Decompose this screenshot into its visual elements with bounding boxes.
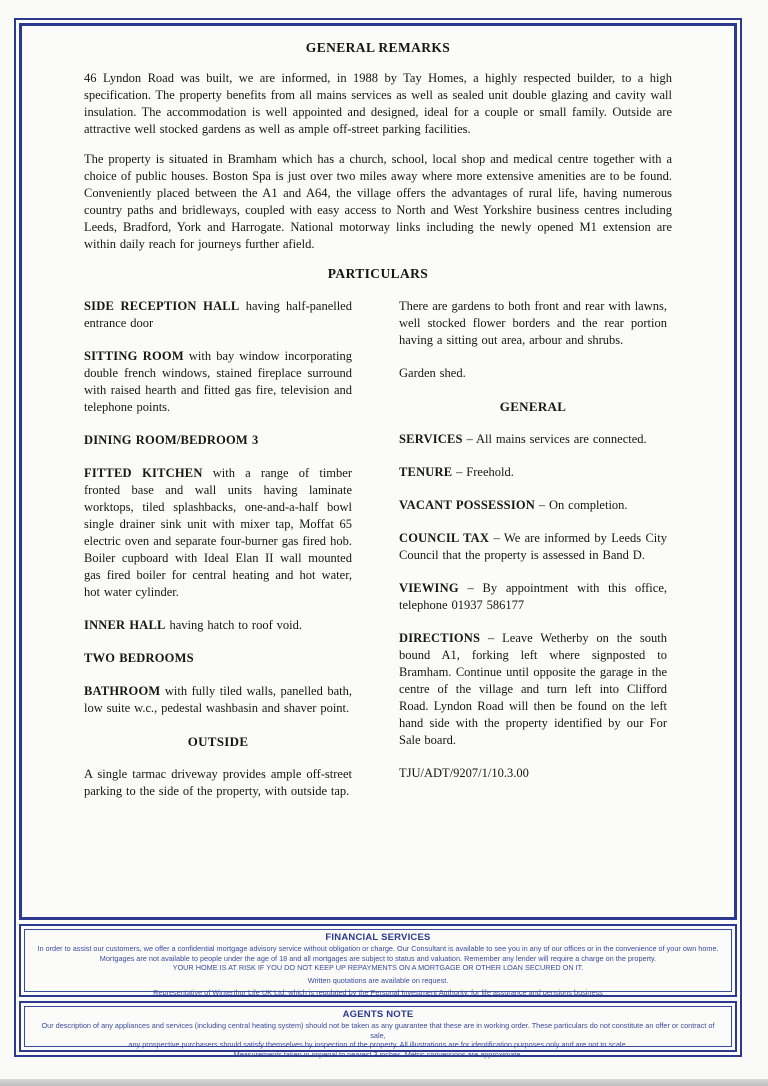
particulars-item: SERVICES – All mains services are connected.	[399, 432, 647, 446]
particulars-item: SITTING ROOM with bay window incorporating double french windows, stained fireplace surround with raised hearth and fitted gas fire, television and telephone points.	[84, 349, 352, 414]
column-paragraph: Garden shed.	[399, 366, 466, 380]
particulars-item: VACANT POSSESSION – On completion.	[399, 498, 628, 512]
particulars-columns	[84, 298, 672, 816]
particulars-item-term: DIRECTIONS	[399, 631, 481, 645]
financial-services-title: FINANCIAL SERVICES	[325, 932, 431, 943]
page-border-frame	[14, 18, 742, 1057]
notice-line: Representative of Winterthur Life UK Ltd, which is regulated by the Personal Investment Authority, for life assurance and pensions business	[153, 988, 603, 998]
remarks-paragraph-2: The property is situated in Bramham which has a church, school, local shop and medical centre together with a choice of public houses. Boston Spa is just over two miles away where more extensive amenities are to be found. Conveniently placed between the A1 and A64, the village offers the advantages of rural life, having numerous country paths and bridleways, coupled with easy access to North and West Yorkshire business centres including Leeds, Bradford, York and Harrogate. National motorway links including the newly opened M1 extension are within daily reach for journeys further afield.	[84, 152, 672, 251]
particulars-item: SIDE RECEPTION HALL having half-panelled entrance door	[84, 299, 352, 330]
particulars-title: PARTICULARS	[327, 266, 429, 281]
particulars-right-column	[399, 298, 667, 816]
remarks-paragraph-1	[84, 70, 672, 138]
agents-note-inner	[24, 1006, 732, 1059]
particulars-item: BATHROOM with fully tiled walls, panelled bath, low suite w.c., pedestal washbasin and shaver point.	[84, 684, 352, 715]
particulars-item-term: SERVICES	[399, 432, 463, 446]
notice-line: Mortgages are not available to people under the age of 18 and all mortgages are subject to status and valuation. Remember any lender will require a charge on the property.	[99, 953, 657, 963]
particulars-item: INNER HALL having hatch to roof void.	[84, 618, 302, 632]
column-section-heading: GENERAL	[499, 399, 567, 414]
particulars-item-term: FITTED KITCHEN	[84, 466, 203, 480]
particulars-item-term: SITTING ROOM	[84, 349, 184, 363]
notice-line: In order to assist our customers, we offer a confidential mortgage advisory service without obligation or charge. Our Consultant is available to see you in any of our offices or in the convenience of your own home.	[37, 944, 719, 953]
column-paragraph: There are gardens to both front and rear with lawns, well stocked flower borders and the rear portion having a sitting out area, arbour and shrubs.	[399, 299, 667, 347]
particulars-item	[84, 432, 352, 449]
main-content-box	[19, 23, 737, 920]
particulars-item: VIEWING – By appointment with this office, telephone 01937 586177	[399, 581, 667, 612]
notice-line: Measurements taken in imperial to nearest 3 inches. Metric conversions are approximate.	[233, 1049, 523, 1059]
remarks-paragraph-1-text: was built, we are informed, in 1988 by Tay Homes, a highly respected builder, to a high specification. The property benefits from all mains services as well as sealed unit double glazing and cavity wall insulation. The accommodation is well appointed and designed, ideal for a couple or small family. Outside are attractive well stocked gardens as well as ample off-street parking facilities.	[84, 71, 672, 136]
particulars-item-term: TENURE	[399, 465, 453, 479]
particulars-item: TENURE – Freehold.	[399, 465, 514, 479]
property-address: 46 Lyndon Road	[84, 71, 174, 85]
particulars-item-term: COUNCIL TAX	[399, 531, 490, 545]
particulars-item-term: SIDE RECEPTION HALL	[84, 299, 240, 313]
particulars-item-term: TWO BEDROOMS	[84, 651, 194, 665]
agents-note-box	[19, 1001, 737, 1059]
notice-line: YOUR HOME IS AT RISK IF YOU DO NOT KEEP UP REPAYMENTS ON A MORTGAGE OR OTHER LOAN SECURED ON IT.	[172, 963, 584, 973]
column-paragraph: TJU/ADT/9207/1/10.3.00	[399, 766, 529, 780]
particulars-item-term: DINING ROOM/BEDROOM 3	[84, 433, 259, 447]
particulars-item-term: VACANT POSSESSION	[399, 498, 536, 512]
notice-line: Our description of any appliances and services (including central heating system) should not be taken as any guarantee that these are in working order. These particulars do not constitute an offer or contract of sale,	[41, 1021, 715, 1040]
notice-line: any prospective purchasers should satisfy themselves by inspection of the property. All illustrations are for identification purposes only and are not to scale.	[128, 1040, 628, 1050]
particulars-item	[84, 650, 352, 667]
agents-note-title: AGENTS NOTE	[342, 1009, 414, 1020]
column-paragraph: A single tarmac driveway provides ample off-street parking to the side of the property, with outside tap.	[84, 767, 352, 798]
financial-services-box	[19, 924, 737, 997]
financial-services-inner	[24, 929, 732, 998]
particulars-item-term: VIEWING	[399, 581, 459, 595]
notice-line: Written quotations are available on request.	[307, 975, 449, 985]
particulars-left-column	[84, 298, 352, 816]
particulars-item: DIRECTIONS – Leave Wetherby on the south bound A1, forking left where signposted to Bramham. Continue until opposite the garage in the centre of the village and turn left into Clifford Road. Lyndon Road will then be found on the left hand side with the property identified by our For Sale board.	[399, 631, 667, 747]
particulars-item: FITTED KITCHEN with a range of timber fronted base and wall units having laminate worktops, tiled splashbacks, one-and-a-half bowl single drainer sink unit with mixer tap, Moffat 65 electric oven and separate four-burner gas fired hob. Boiler cupboard with Ideal Elan II wall mounted gas fired boiler for central heating and hot water, hot water cylinder.	[84, 466, 352, 599]
scan-edge-artifact	[0, 1079, 768, 1086]
particulars-item-term: BATHROOM	[84, 684, 161, 698]
particulars-item-term: INNER HALL	[84, 618, 166, 632]
particulars-item: COUNCIL TAX – We are informed by Leeds City Council that the property is assessed in Band D.	[399, 531, 667, 562]
general-remarks-title: GENERAL REMARKS	[305, 40, 451, 55]
column-section-heading: OUTSIDE	[187, 734, 249, 749]
